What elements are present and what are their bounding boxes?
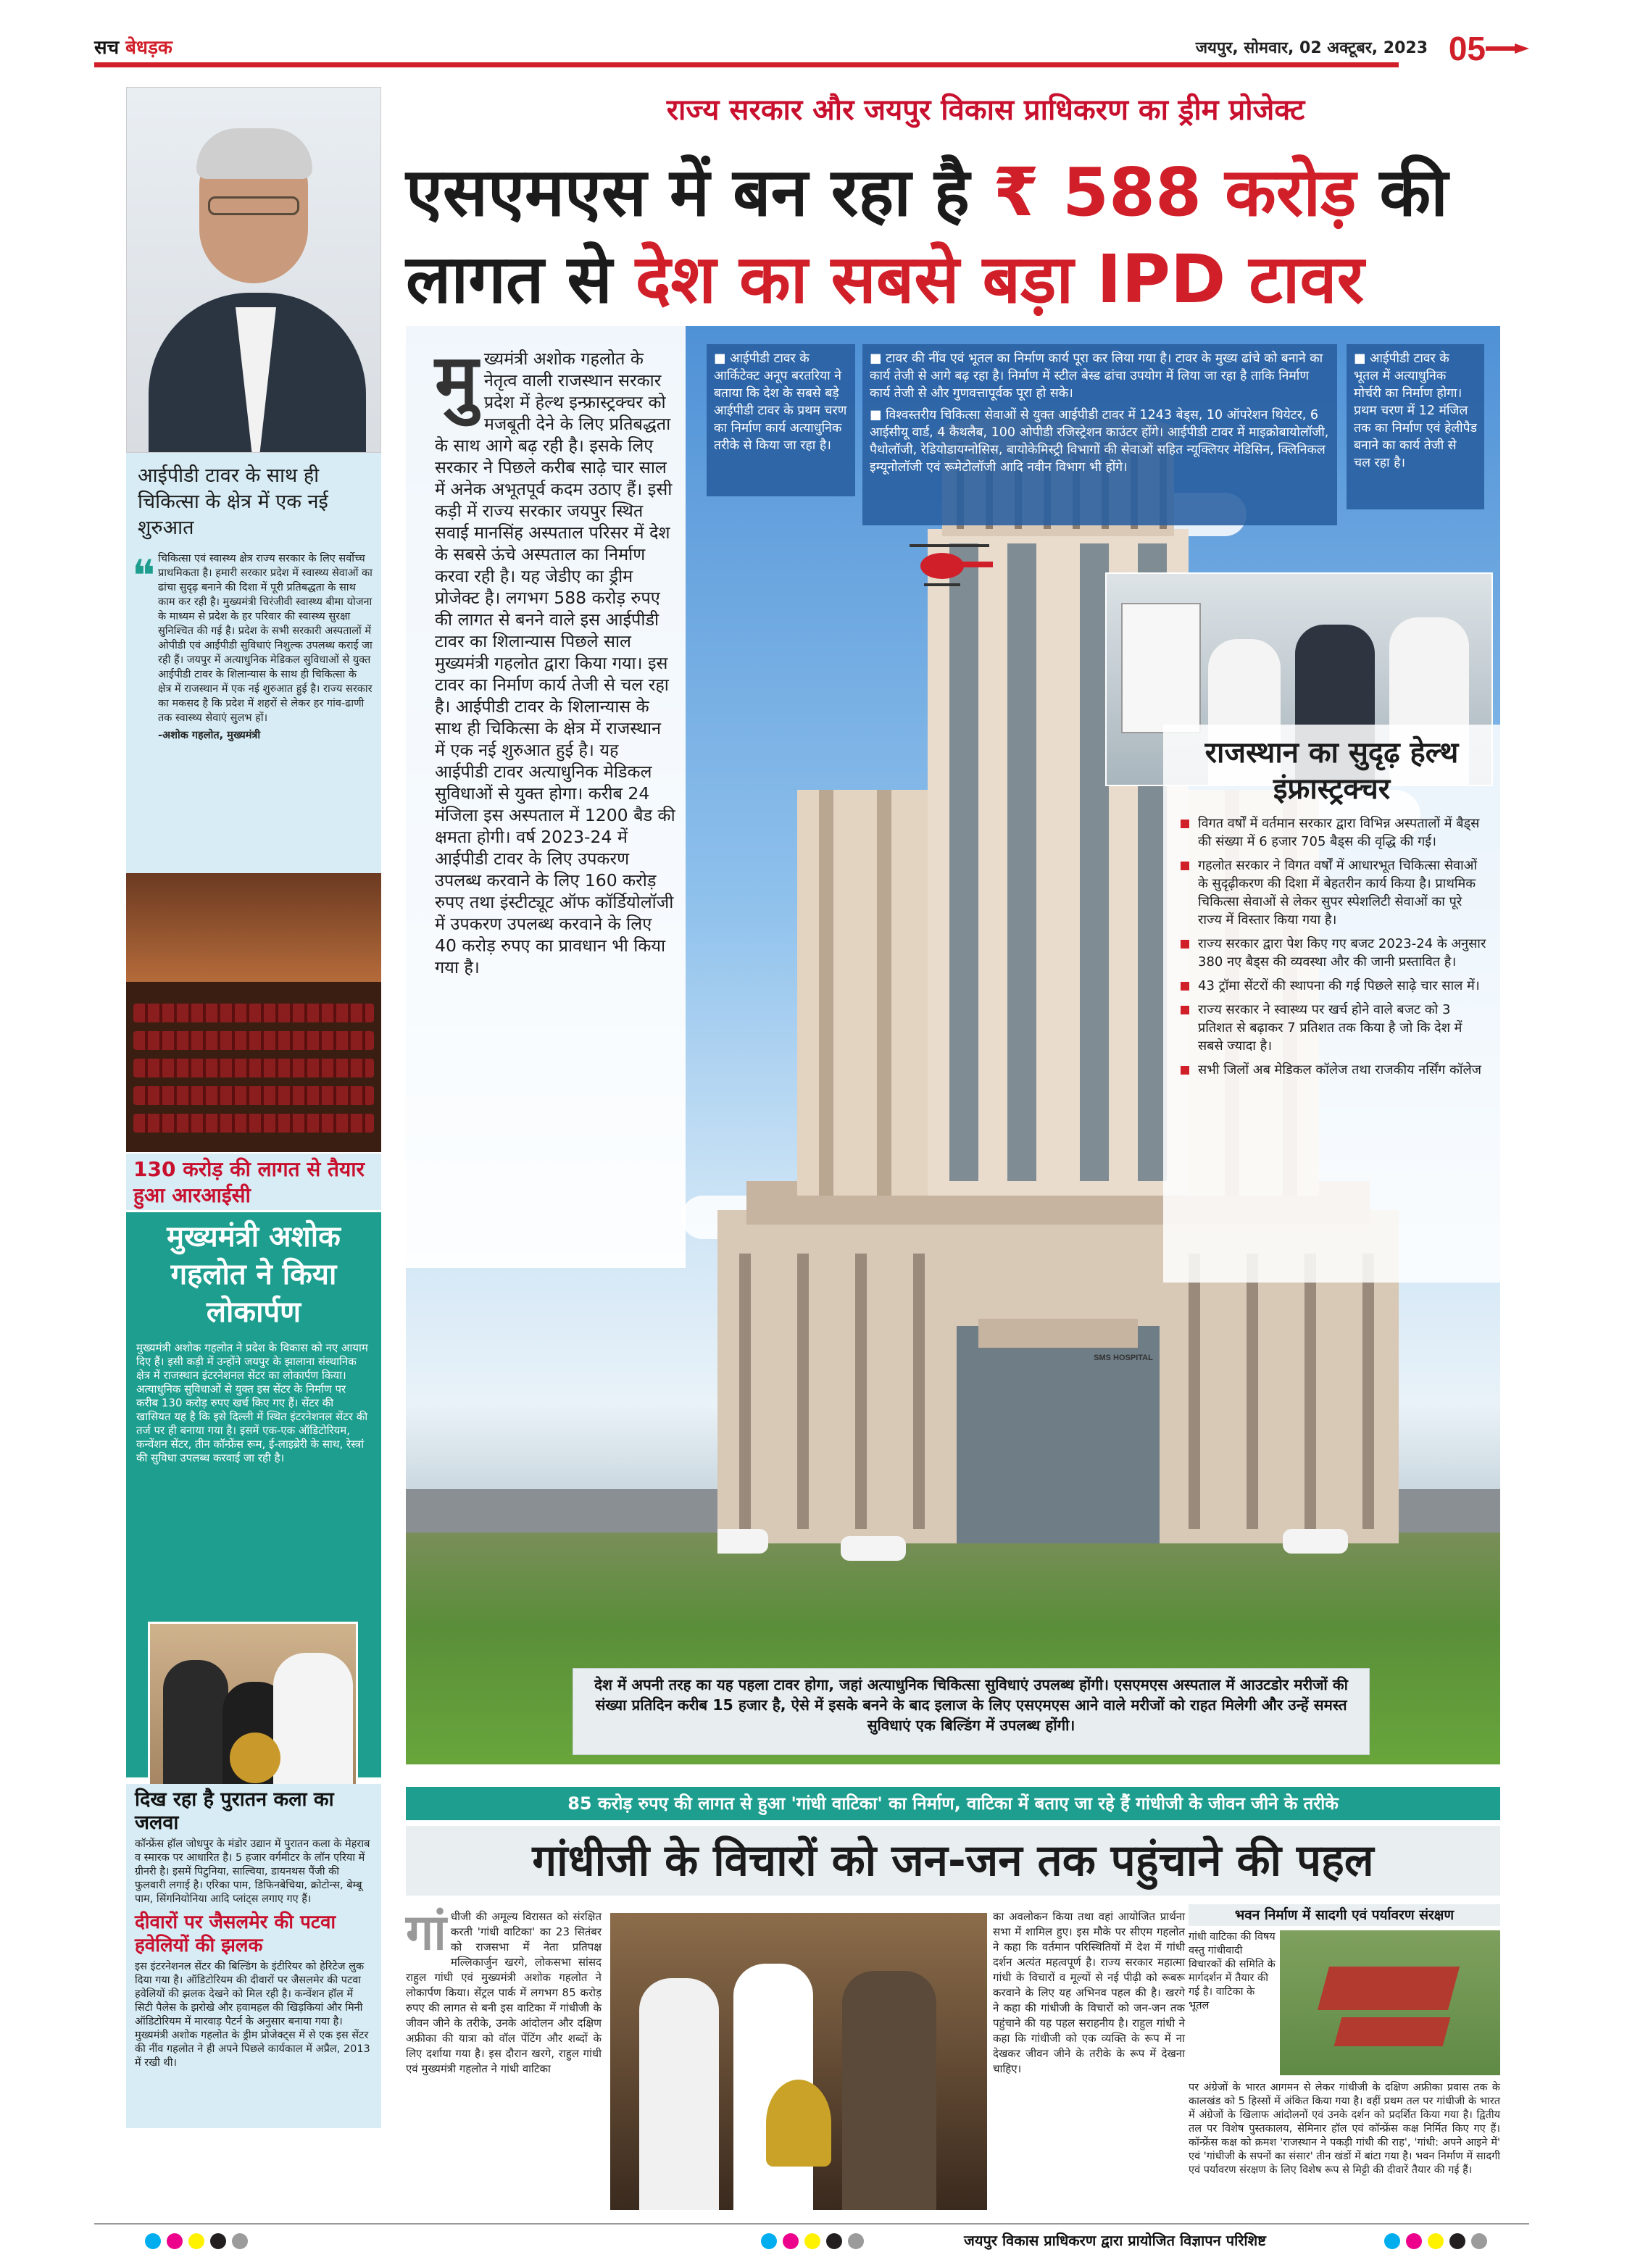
heritage-heading: दिख रहा है पुरातन कला का जलवा (135, 1788, 334, 1834)
footer-sponsor-text: जयपुर विकास प्राधिकरण द्वारा प्रायोजित विज्ञापन परिशिष्ट (964, 2232, 1266, 2249)
registration-dot (826, 2233, 842, 2249)
issue-date: जयपुर, सोमवार, 02 अक्टूबर, 2023 (1195, 39, 1428, 57)
headline-line1 (406, 151, 1507, 235)
footer-rule (94, 2223, 1529, 2225)
helicopter-icon (902, 540, 996, 591)
gandhi-vatika-event-photo (610, 1913, 987, 2210)
masthead-rule (94, 62, 1399, 67)
color-registration-marks-center (761, 2233, 864, 2251)
note-construction (862, 344, 1337, 525)
building-sign: SMS HOSPITAL (1094, 1354, 1153, 1362)
intro-drop-cap: मु (435, 338, 478, 423)
quote-heading: आईपीडी टावर के साथ ही चिकित्सा के क्षेत्र में एक नई शुरुआत (126, 453, 381, 547)
heritage-text: कॉन्फ्रेंस हॉल जोधपुर के मंडोर उद्यान में पुरातन कला के मेहराब व स्मारक पर आधारित है। 5 हजार वर्गमीटर के लॉन एरिया में ग्रीनरी है। इसमें पिटुनिया, साल्विया, डायनथस पैंजी की फुलवारी लगाई है। एरिका पाम, डिफिनबेचिया, क्रोटोन्स, बेम्बू पाम, सिंगनियोनिया आदि प्लांट्स लगाए गए हैं। (135, 1838, 370, 1905)
health-infra-box (1163, 725, 1500, 1283)
tower-summary: देश में अपनी तरह का यह पहला टावर होगा, जहां अत्याधुनिक चिकित्सा सुविधाएं उपलब्ध होंगी। एसएमएस अस्पताल में आउटडोर मरीजों की संख्या प्रतिदिन करीब 15 हजार है, ऐसे में इसके बनने के बाद इलाज के लिए एसएमएस आने वाले मरीजों को राहत मिलेगी और उन्हें समस्त सुविधाएं एक बिल्डिंग में उपलब्ध होंगी। (573, 1668, 1370, 1755)
gandhi-vatika-aerial-photo (1280, 1930, 1500, 2075)
pen-nib-icon (1486, 42, 1529, 55)
health-infra-list (1176, 814, 1487, 1079)
list-item: 43 ट्रॉमा सेंटरों की स्थापना की गई पिछले साढ़े चार साल में। (1176, 977, 1487, 995)
inauguration-text: मुख्यमंत्री अशोक गहलोत ने प्रदेश के विकास को नए आयाम दिए हैं। इसी कड़ी में उन्होंने जयपुर के झालाना संस्थानिक क्षेत्र में राजस्थान इंटरनेशनल सेंटर का लोकार्पण किया। अत्याधुनिक सुविधाओं से युक्त इस सेंटर के निर्माण पर करीब 130 करोड़ रुपए खर्च किए गए हैं। सेंटर की खासियत यह है कि इसे दिल्ली में स्थित इंटरनेशनल सेंटर की तर्ज पर ही बनाया गया है। इसमें एक-एक ऑडिटोरियम, कन्वेंशन सेंटर, तीन कॉन्फ्रेंस रूम, ई-लाइब्रेरी के साथ, रेस्त्रां की सुविधा उपलब्ध करवाई जा रही है। (136, 1341, 368, 1464)
registration-dot (1406, 2233, 1422, 2249)
gandhi-teal-bar: 85 करोड़ रुपए की लागत से हुआ 'गांधी वाटिका' का निर्माण, वाटिका में बताए जा रहे हैं गांधीजी के जीवन जीने के तरीके (406, 1787, 1500, 1820)
headline-line2-black: लागत से (406, 241, 612, 318)
auditorium-caption: 130 करोड़ की लागत से तैयार हुआ आरआईसी (126, 1154, 381, 1210)
quote-text: चिकित्सा एवं स्वास्थ्य क्षेत्र राज्य सरकार के लिए सर्वोच्च प्राथमिकता है। हमारी सरकार प्रदेश में स्वास्थ्य सेवाओं का ढांचा सुदृढ़ बनाने की दिशा में पूरी प्रतिबद्धता के साथ काम कर रही है। मुख्यमंत्री चिरंजीवी स्वास्थ्य बीमा योजना के माध्यम से प्रदेश के हर परिवार की स्वास्थ्य सुरक्षा सुनिश्चित की गई है। प्रदेश के सभी सरकारी अस्पतालों में ओपीडी एवं आईपीडी सुविधाएं निशुल्क उपलब्ध कराई जा रही हैं। जयपुर में अत्याधुनिक मेडिकल सुविधाओं से युक्त आईपीडी टावर के शिलान्यास के साथ ही चिकित्सा के क्षेत्र में राजस्थान में एक नई शुरुआत हुई है। राज्य सरकार का मकसद है कि प्रदेश में शहरों से लेकर हर गांव-ढाणी तक स्वास्थ्य सेवाएं सुलभ हों। (158, 553, 373, 724)
headline-line1-black: एसएमएस में बन रहा है (406, 154, 970, 231)
note-facilities: ■ विश्वस्तरीय चिकित्सा सेवाओं से युक्त आईपीडी टावर में 1243 बेड्स, 10 ऑपरेशन थियेटर, 6 आईसीयू वार्ड, 4 कैथलैब, 100 ओपीडी रजिस्ट्रेशन काउंटर होंगे। आईपीडी टावर में माइक्रोबायोलॉजी, पैथोलॉजी, रेडियोडायग्नोसिस, बायोकेमिस्ट्री विभागों की सेवाओं सहित न्यूक्लियर मेडिसिन, क्लिनिकल इम्यूनोलॉजी एवं रूमेटोलॉजी आदि नवीन विभाग भी होंगे। (870, 408, 1329, 475)
registration-dot (210, 2233, 226, 2249)
registration-dot (1449, 2233, 1465, 2249)
registration-dot (761, 2233, 777, 2249)
registration-dot (145, 2233, 161, 2249)
note-mortuary: ■ आईपीडी टावर के भूतल में अत्याधुनिक मोर्चरी का निर्माण होगा। प्रथम चरण में 12 मंजिल तक का निर्माण एवं हेलीपैड बनाने का कार्य तेजी से चल रहा है। (1347, 344, 1484, 509)
list-item: सभी जिलों अब मेडिकल कॉलेज तथा राजकीय नर्सिंग कॉलेज (1176, 1061, 1487, 1079)
chief-minister-photo (126, 87, 381, 453)
registration-dot (1384, 2233, 1400, 2249)
inauguration-heading: मुख्यमंत्री अशोक गहलोत ने किया लोकार्पण (167, 1220, 341, 1329)
registration-dot (1428, 2233, 1444, 2249)
registration-dot (783, 2233, 799, 2249)
page-number: 05 (1448, 30, 1486, 67)
gandhi-text-1: धीजी की अमूल्य विरासत को संरक्षित करती 'गांधी वाटिका' का 23 सितंबर को राजसभा में नेता प्रतिपक्ष मल्लिकार्जुन खरगे, लोकसभा सांसद राहुल गांधी एवं मुख्यमंत्री अशोक गहलोत ने लोकार्पण किया। सेंट्रल पार्क में लगभग 85 करोड़ रुपए की लागत से बनी इस वाटिका में गांधीजी के जीवन जीने के तरीके, उनके आंदोलन और दक्षिण अफ्रीका की यात्रा को वॉल पेंटिंग और शब्दों के लिए दर्शाया गया है। इस दौरान खरगे, राहुल गांधी एवं मुख्यमंत्री गहलोत ने गांधी वाटिका (406, 1910, 602, 2075)
gandhi-drop-cap: गां (406, 1904, 446, 1961)
bhavan-side-text: गांधी वाटिका की विषय वस्तु गांधीवादी विचारकों की समिति के मार्गदर्शन में तैयार की गई है। वाटिका के भूतल (1189, 1931, 1276, 2011)
gandhi-column-1 (406, 1904, 602, 2210)
headline-line1-red: ₹ 588 करोड़ (992, 154, 1357, 231)
inauguration-box (126, 1212, 381, 1777)
kicker: राज्य सरकार और जयपुर विकास प्राधिकरण का ड्रीम प्रोजेक्ट (666, 93, 1305, 127)
color-registration-marks-left (145, 2233, 248, 2251)
registration-dot (232, 2233, 248, 2249)
quote-signature: -अशोक गहलोत, मुख्यमंत्री (158, 730, 261, 741)
headline-line1-tail: की (1379, 154, 1448, 231)
brand-logo (94, 33, 172, 59)
auditorium-photo (126, 873, 381, 1152)
registration-dot (804, 2233, 820, 2249)
quote-mark-icon: ❝ (132, 551, 156, 601)
list-item: राज्य सरकार द्वारा पेश किए गए बजट 2023-24 के अनुसार 380 नए बैड्स की व्यवस्था और की जानी प्रस्तावित है। (1176, 935, 1487, 971)
note-foundation: ■ टावर की नींव एवं भूतल का निर्माण कार्य पूरा कर लिया गया है। टावर के मुख्य ढांचे को बनाने का कार्य तेजी से आगे बढ़ रहा है। निर्माण में स्टील बेस्ड ढांचा उपयोग में लिया जा रहा है ताकि निर्माण कार्य तेजी से और गुणवत्तापूर्वक पूरा हो सके। (870, 351, 1323, 401)
list-item: विगत वर्षों में वर्तमान सरकार द्वारा विभिन्न अस्पतालों में बैड्स की संख्या में 6 हजार 705 बैड्स की वृद्धि की गई। (1176, 814, 1487, 851)
gandhi-heading: गांधीजी के विचारों को जन-जन तक पहुंचाने की पहल (406, 1826, 1500, 1896)
gandhi-column-2: का अवलोकन किया तथा वहां आयोजित प्रार्थना सभा में शामिल हुए। इस मौके पर सीएम गहलोत ने कहा कि वर्तमान परिस्थितियों में देश में गांधी दर्शन अत्यंत महत्वपूर्ण है। राज्य सरकार महात्मा गांधी के विचारों व मूल्यों से नई पीढ़ी को रूबरू करवाने के लिए यह अभिनव पहल की है। खरगे ने कहा की गांधीजी के विचारों को जन-जन तक पहुंचाने की यह पहल सराहनीय है। राहुल गांधी ने कहा कि गांधीजी को एक व्यक्ति के रूप में ना देखकर जीवन जीने के तरीके के रूप में देखना चाहिए। (993, 1910, 1185, 2075)
intro-article (406, 326, 686, 1268)
headline-line2 (406, 238, 1507, 322)
brand-part2: बेधड़क (125, 37, 172, 59)
heritage-box (126, 1784, 381, 2128)
registration-dot (188, 2233, 204, 2249)
bhavan-text: पर अंग्रेजों के भारत आगमन से लेकर गांधीजी के दक्षिण अफ्रीका प्रवास तक के कालखंड को 5 हिस्सों में अंकित किया गया है। वहीं प्रथम तल पर गांधीजी के भारत में अंग्रेजों के खिलाफ आंदोलनों एवं उनके दर्शन को प्रदर्शित किया गया है। द्वितीय तल पर विशेष पुस्तकालय, सेमिनार हॉल एवं कॉन्फ्रेंस कक्ष निर्मित किए गए हैं। कॉन्फ्रेंस कक्ष को क्रमश 'राजस्थान ने पकड़ी गांधी की राह', 'गांधी: अपने आइने में' एवं 'गांधीजी के सपनों का संसार' तीन खंडों में बांटा गया है। भवन निर्माण में सादगी एवं पर्यावरण संरक्षण के लिए विशेष रूप से मिट्टी की दीवारें तैयार की गई हैं। (1189, 2082, 1500, 2176)
registration-dot (1471, 2233, 1487, 2249)
left-column (126, 87, 381, 1775)
bhavan-box (1189, 1904, 1500, 2209)
patwa-heading: दीवारों पर जैसलमेर की पटवा हवेलियों की झलक (135, 1911, 336, 1956)
list-item: गहलोत सरकार ने विगत वर्षों में आधारभूत चिकित्सा सेवाओं के सुदृढ़ीकरण की दिशा में बेहतरीन कार्य किया है। प्राथमिक चिकित्सा सेवाओं से लेकर सुपर स्पेशलिटी सेवाओं का पूरे राज्य में विस्तार किया गया है। (1176, 856, 1487, 929)
bhavan-heading: भवन निर्माण में सादगी एवं पर्यावरण संरक्षण (1189, 1904, 1500, 1926)
registration-dot (167, 2233, 183, 2249)
headline-line2-red: देश का सबसे बड़ा IPD टावर (635, 241, 1365, 318)
brand-part1: सच (94, 37, 120, 59)
intro-text: ख्यमंत्री अशोक गहलोत के नेतृत्व वाली राजस्थान सरकार प्रदेश में हेल्थ इन्फ्रास्ट्रक्चर को मजबूती देने के लिए प्रतिबद्धता के साथ आगे बढ़ रही है। इसके लिए सरकार ने पिछले करीब साढ़े चार साल में अनेक अभूतपूर्व कदम उठाए हैं। इसी कड़ी में राज्य सरकार जयपुर स्थित सवाई मानसिंह अस्पताल परिसर में देश के सबसे ऊंचे अस्पताल का निर्माण करवा रही है। यह जेडीए का ड्रीम प्रोजेक्ट है। लगभग 588 करोड़ रुपए की लागत से बनने वाले इस आईपीडी टावर का शिलान्यास पिछले साल मुख्यमंत्री गहलोत द्वारा किया गया। इस टावर का निर्माण कार्य तेजी से चल रहा है। आईपीडी टावर के शिलान्यास के साथ ही चिकित्सा के क्षेत्र में राजस्थान में एक नई शुरुआत हुई है। यह आईपीडी टावर अत्याधुनिक मेडिकल सुविधाओं से युक्त होगा। करीब 24 मंजिला इस अस्पताल में 1200 बैड की क्षमता होगी। वर्ष 2023-24 में आईपीडी टावर के लिए उपकरण उपलब्ध करवाने के लिए 160 करोड़ रुपए तथा इंस्टीट्यूट ऑफ कॉर्डियोलॉजी में उपकरण उपलब्ध करवाने के लिए 40 करोड़ रुपए का प्रावधान भी किया गया है। (435, 349, 675, 977)
note-architect: ■ आईपीडी टावर के आर्किटेक्ट अनूप बरतरिया ने बताया कि देश के सबसे बड़े आईपीडी टावर के प्रथम चरण का निर्माण कार्य अत्याधुनिक तरीके से किया जा रहा है। (707, 344, 855, 496)
patwa-text: इस इंटरनेशनल सेंटर की बिल्डिंग के इंटीरियर को हेरिटेज लुक दिया गया है। ऑडिटोरियम की दीवारों पर जैसलमेर की पटवा हवेलियों की झलक देखने को मिल रही है। कन्वेंशन हॉल में सिटी पैलेस के झरोखे और हवामहल की खिड़कियां और मिनी ऑडिटोरियम में मारवाड़ पैटर्न के अनुसार बनाया गया है। मुख्यमंत्री अशोक गहलोत के ड्रीम प्रोजेक्ट्स में से एक इस सेंटर की नींव गहलोत ने ही अपने पिछले कार्यकाल में अप्रैल, 2013 में रखी थी। (135, 1961, 370, 2069)
health-infra-heading: राजस्थान का सुदृढ़ हेल्थ इंफ्रास्ट्रक्चर (1204, 736, 1459, 806)
list-item: राज्य सरकार ने स्वास्थ्य पर खर्च होने वाले बजट को 3 प्रतिशत से बढ़ाकर 7 प्रतिशत तक किया है जो कि देश में सबसे ज्यादा है। (1176, 1001, 1487, 1055)
registration-dot (848, 2233, 864, 2249)
color-registration-marks-right (1384, 2233, 1487, 2251)
